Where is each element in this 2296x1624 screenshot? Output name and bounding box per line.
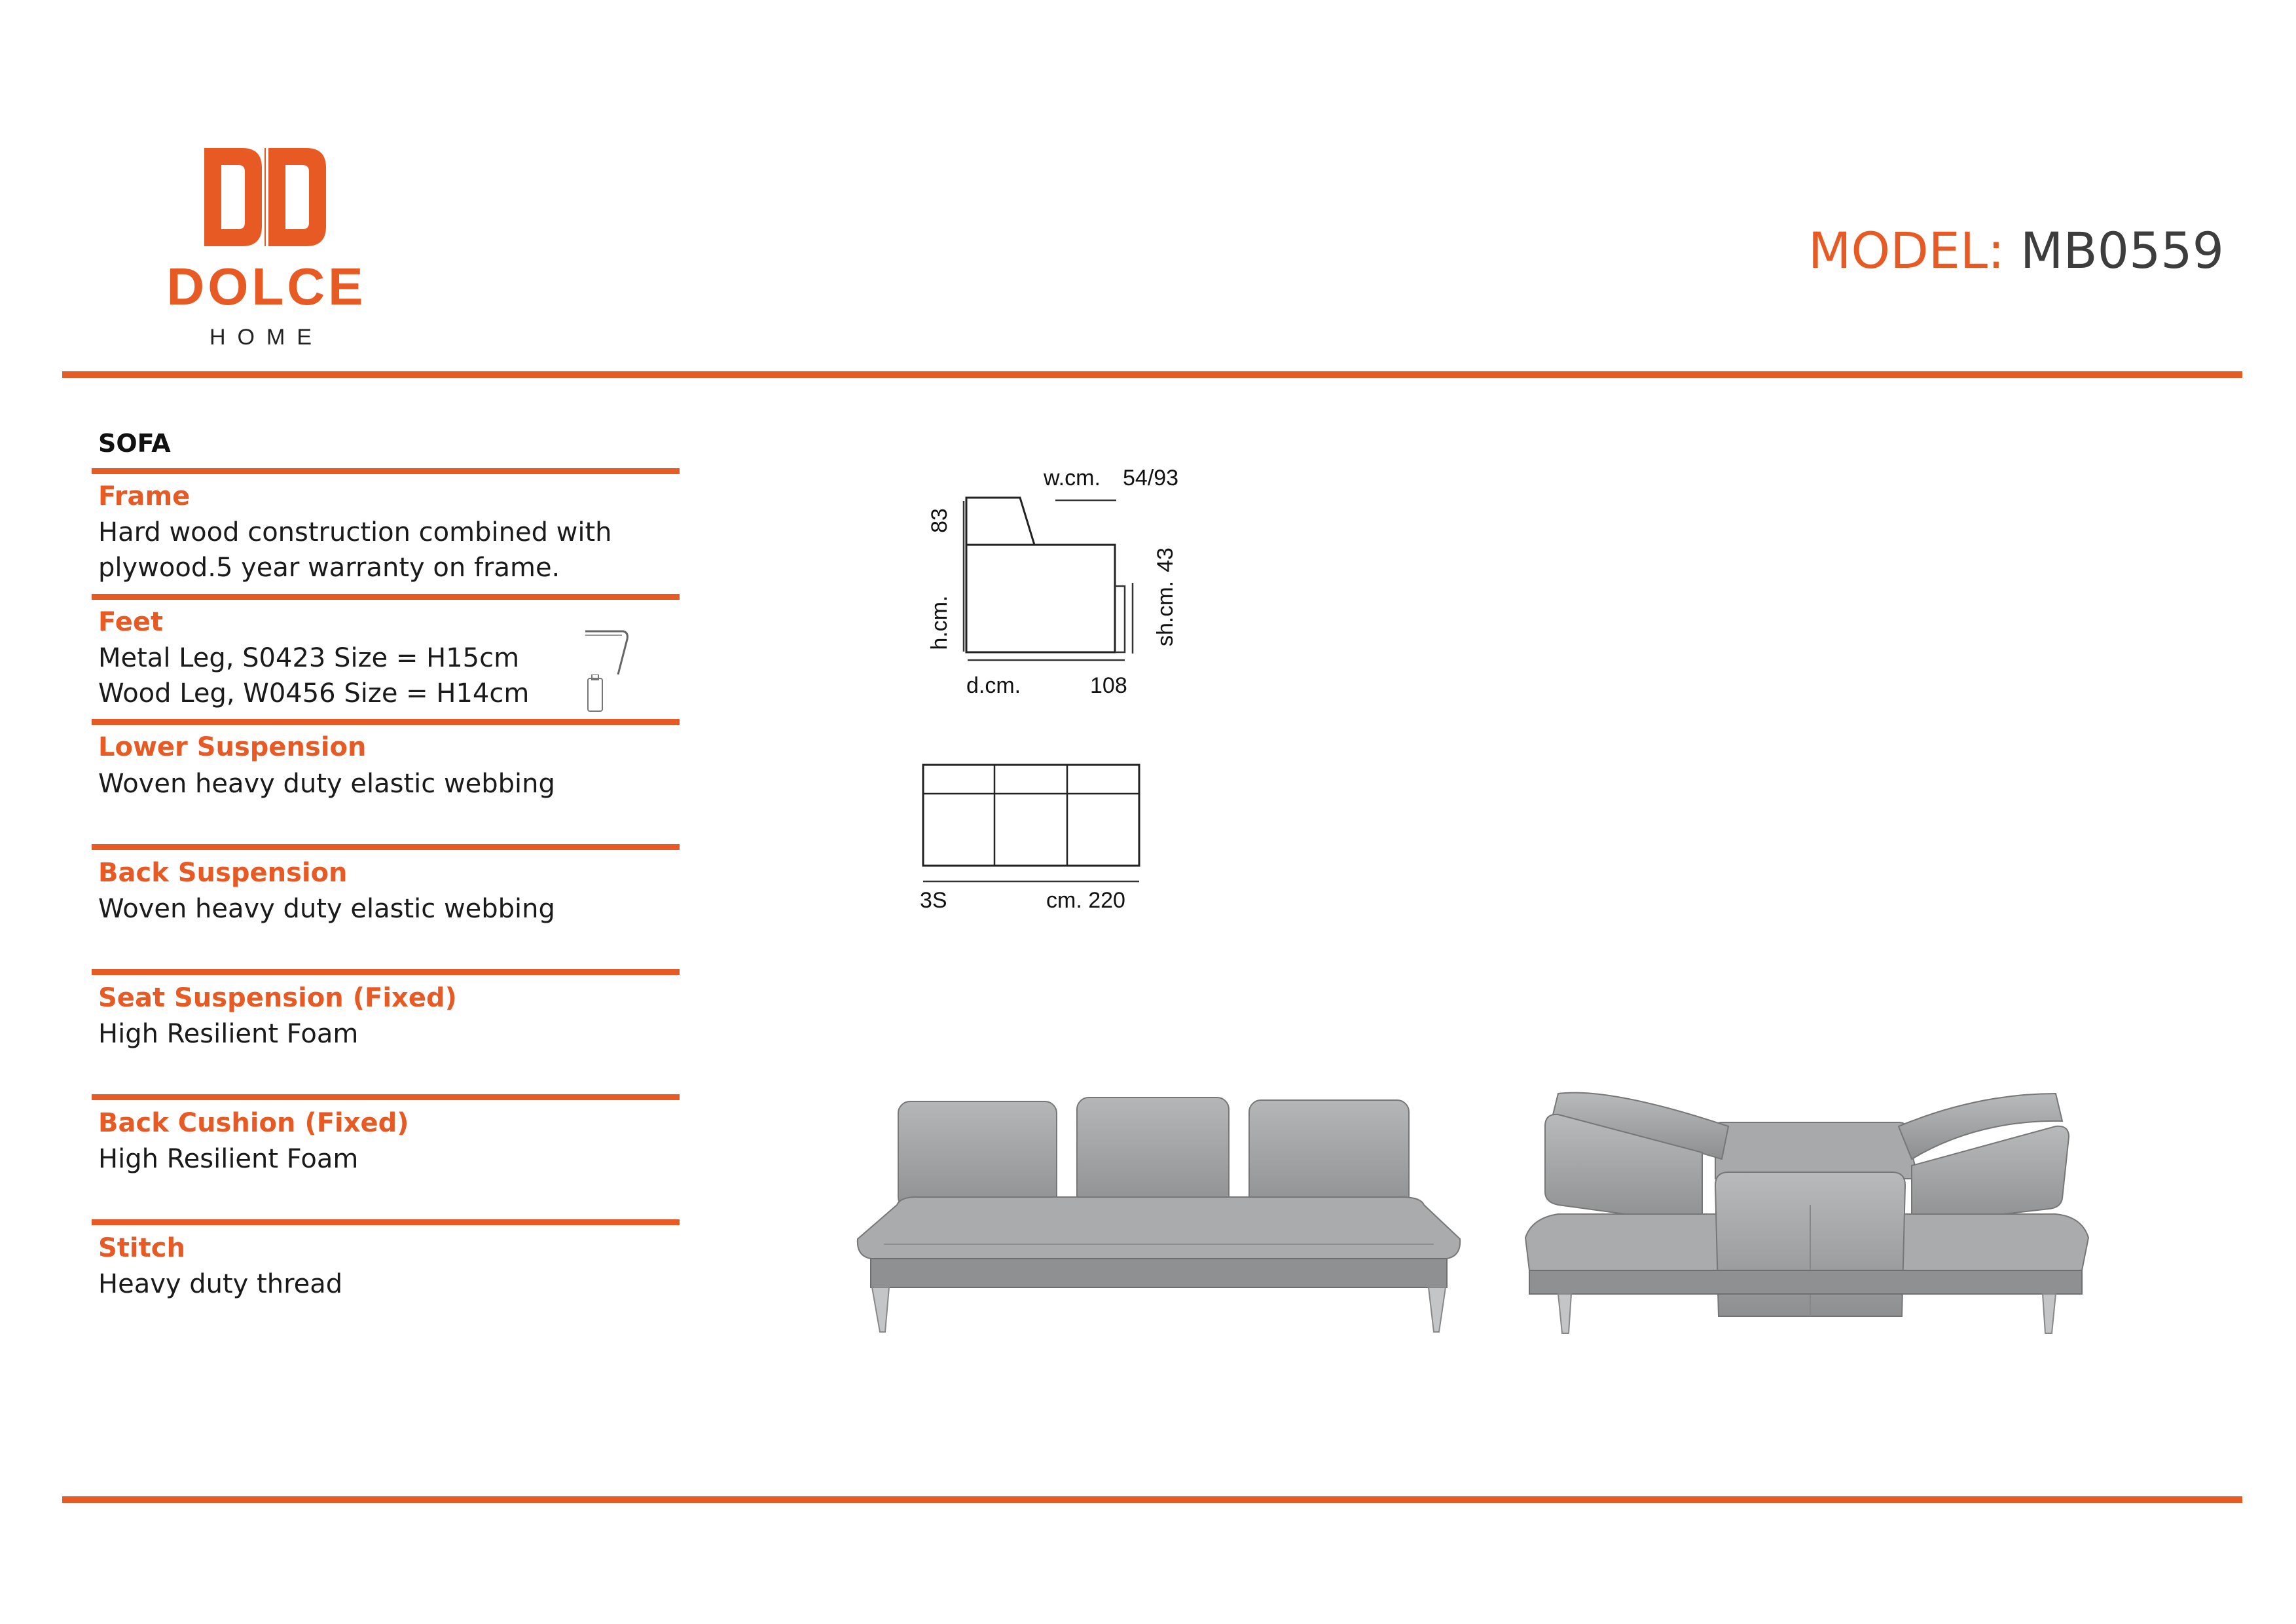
width-value: 54/93 (1123, 466, 1179, 490)
model-heading (1808, 221, 2224, 280)
spec-divider (92, 468, 680, 474)
spec-divider (92, 1219, 680, 1225)
spec-title-feet: Feet (98, 607, 164, 637)
spec-text-feet-2: Wood Leg, W0456 Size = H14cm (98, 678, 530, 709)
spec-title-back-cushion: Back Cushion (Fixed) (98, 1108, 409, 1138)
sofa-angled-image (1519, 1074, 2095, 1342)
header-divider (62, 371, 2242, 378)
spec-text-back-suspension: Woven heavy duty elastic webbing (98, 894, 555, 924)
spec-divider (92, 594, 680, 600)
spec-divider (92, 844, 680, 850)
spec-divider (92, 719, 680, 725)
height-label: h.cm. (927, 595, 952, 650)
top-view-drawing (917, 760, 1152, 891)
sofa-front-image (851, 1087, 1467, 1342)
wood-leg-icon (583, 674, 609, 714)
spec-text-stitch: Heavy duty thread (98, 1269, 343, 1299)
spec-title-back-suspension: Back Suspension (98, 858, 348, 888)
footer-divider (62, 1496, 2242, 1503)
spec-title-seat-suspension: Seat Suspension (Fixed) (98, 983, 457, 1013)
width-label: w.cm. (1044, 466, 1101, 490)
seat-height-label: sh.cm. (1153, 580, 1178, 646)
depth-label: d.cm. (966, 673, 1021, 698)
logo-mark-icon (204, 148, 326, 246)
spec-text-frame-1: Hard wood construction combined with (98, 517, 612, 547)
spec-text-seat-suspension: High Resilient Foam (98, 1019, 359, 1049)
seat-height-value: 43 (1153, 547, 1178, 572)
spec-title-frame: Frame (98, 481, 191, 511)
brand-name: DOLCE (166, 257, 367, 316)
brand-tagline: HOME (210, 325, 323, 350)
category-title: SOFA (98, 429, 171, 458)
height-value: 83 (927, 508, 952, 533)
spec-title-stitch: Stitch (98, 1233, 185, 1263)
model-label: MODEL: (1808, 221, 2005, 280)
length-label: cm. 220 (1046, 888, 1125, 913)
model-number: MB0559 (2020, 221, 2224, 280)
spec-divider (92, 1094, 680, 1100)
config-label: 3S (920, 888, 947, 913)
spec-title-lower-suspension: Lower Suspension (98, 732, 367, 762)
spec-text-back-cushion: High Resilient Foam (98, 1144, 359, 1174)
spec-divider (92, 969, 680, 975)
spec-text-frame-2: plywood.5 year warranty on frame. (98, 553, 560, 583)
depth-value: 108 (1090, 673, 1127, 698)
side-profile-drawing (917, 485, 1152, 681)
spec-text-feet-1: Metal Leg, S0423 Size = H15cm (98, 643, 520, 673)
spec-text-lower-suspension: Woven heavy duty elastic webbing (98, 769, 555, 799)
